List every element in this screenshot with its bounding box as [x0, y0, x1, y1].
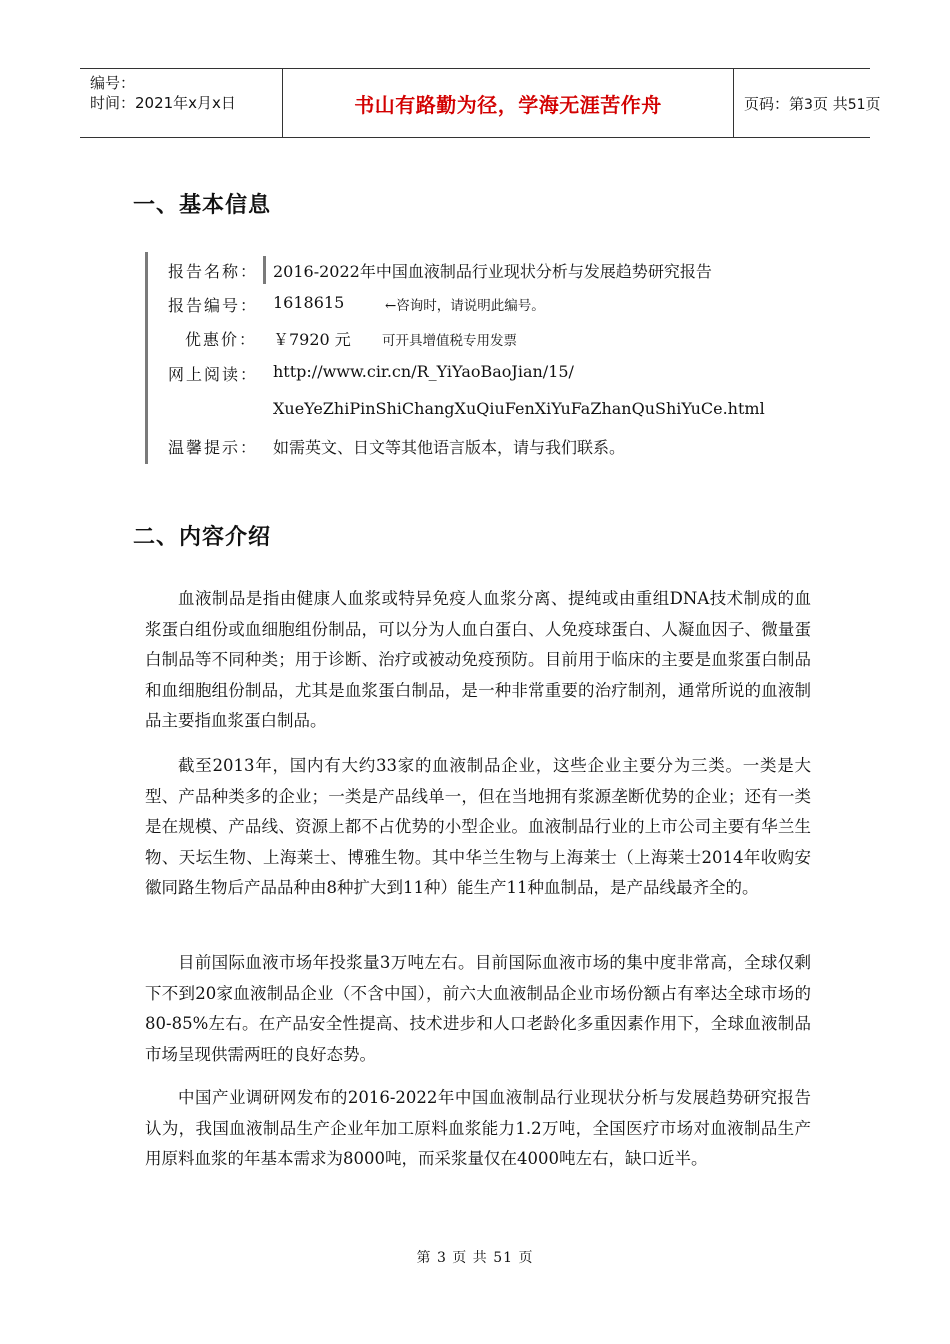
report-name-label: 报告名称： — [168, 262, 259, 281]
header-left-cell — [80, 69, 282, 137]
price-label: 优惠价： — [185, 330, 258, 349]
content-paragraph-2: 截至2013年，国内有大约33家的血液制品企业，这些企业主要分为三类。一类是大型、产品种类多的企业；一类是产品线单一，但在当地拥有浆源垄断优势的企业；还有一类是在规模、产品线、资源上都不占优势的小型企业。血液制品行业的上市公司主要有华兰生物、天坛生物、上海莱士、博雅生物。其中华兰生物与上海莱士（上海莱士2014年收购安徽同路生物后产品品种由8种扩大到11种）能生产11种血制品，是产品线最齐全的。 — [145, 756, 811, 898]
page-code-current: 3 — [804, 96, 813, 113]
document-date: 时间：2021年x月x日 — [90, 94, 236, 112]
section-title-content-intro: 二、内容介绍 — [133, 525, 272, 550]
online-reading-label: 网上阅读： — [168, 365, 259, 384]
page-header — [80, 68, 881, 138]
document-number-label: 编号： — [90, 74, 136, 92]
header-motto: 书山有路勤为径，学海无涯苦作舟 — [354, 92, 662, 117]
tip-text: 如需英文、日文等其他语言版本，请与我们联系。 — [273, 438, 626, 457]
price-note: 可开具增值税专用发票 — [382, 333, 517, 349]
report-name: 2016-2022年中国血液制品行业现状分析与发展趋势研究报告 — [273, 262, 712, 281]
content-paragraph-3: 目前国际血液市场年投浆量3万吨左右。目前国际血液市场的集中度非常高，全球仅剩下不到20家血液制品企业（不含中国），前六大血液制品企业市场份额占有率达全球市场的80-85%左右。在产品安全性提高、技术进步和人口老龄化多重因素作用下，全球血液制品市场呈现供需两旺的良好态势。 — [145, 953, 811, 1064]
page-code — [744, 93, 881, 114]
section-title-basic-info: 一、基本信息 — [133, 193, 272, 218]
content-paragraph-4: 中国产业调研网发布的2016-2022年中国血液制品行业现状分析与发展趋势研究报告认为，我国血液制品生产企业年加工原料血浆能力1.2万吨，全国医疗市场对血液制品生产用原料血浆的年基本需求为8000吨，而采浆量仅在4000吨左右，缺口近半。 — [145, 1088, 811, 1169]
page-code-mid: 页 共 — [812, 94, 848, 113]
page-footer: 第 3 页 共 51 页 — [416, 1250, 534, 1266]
content-paragraph-1: 血液制品是指由健康人血浆或特异免疫人血浆分离、提纯或由重组DNA技术制成的血浆蛋白组份或血细胞组份制品，可以分为人血白蛋白、人免疫球蛋白、人凝血因子、微量蛋白制品等不同种类；用于诊断、治疗或被动免疫预防。目前用于临床的主要是血浆蛋白制品和血细胞组份制品，尤其是血浆蛋白制品，是一种非常重要的治疗制剂，通常所说的血液制品主要指血浆蛋白制品。 — [145, 589, 811, 731]
basic-info-block — [145, 252, 798, 464]
report-number: 1618615 — [273, 293, 345, 312]
online-reading-url-line1[interactable]: http://www.cir.cn/R_YiYaoBaoJian/15/ — [273, 362, 574, 381]
page-code-suffix: 页 — [865, 94, 881, 113]
online-reading-url-line2[interactable]: XueYeZhiPinShiChangXuQiuFenXiYuFaZhanQuShiYuCe.html — [273, 399, 765, 418]
header-motto-cell — [282, 69, 734, 137]
tip-label: 温馨提示： — [168, 438, 259, 457]
report-name-marker — [263, 256, 266, 284]
price-value: ￥7920 元 — [273, 330, 351, 349]
report-number-label: 报告编号： — [168, 296, 259, 315]
header-page-code-cell — [734, 69, 881, 137]
page-code-total: 51 — [847, 96, 866, 113]
report-number-note: ←咨询时，请说明此编号。 — [385, 298, 545, 314]
page-code-prefix: 页码：第 — [744, 94, 805, 113]
